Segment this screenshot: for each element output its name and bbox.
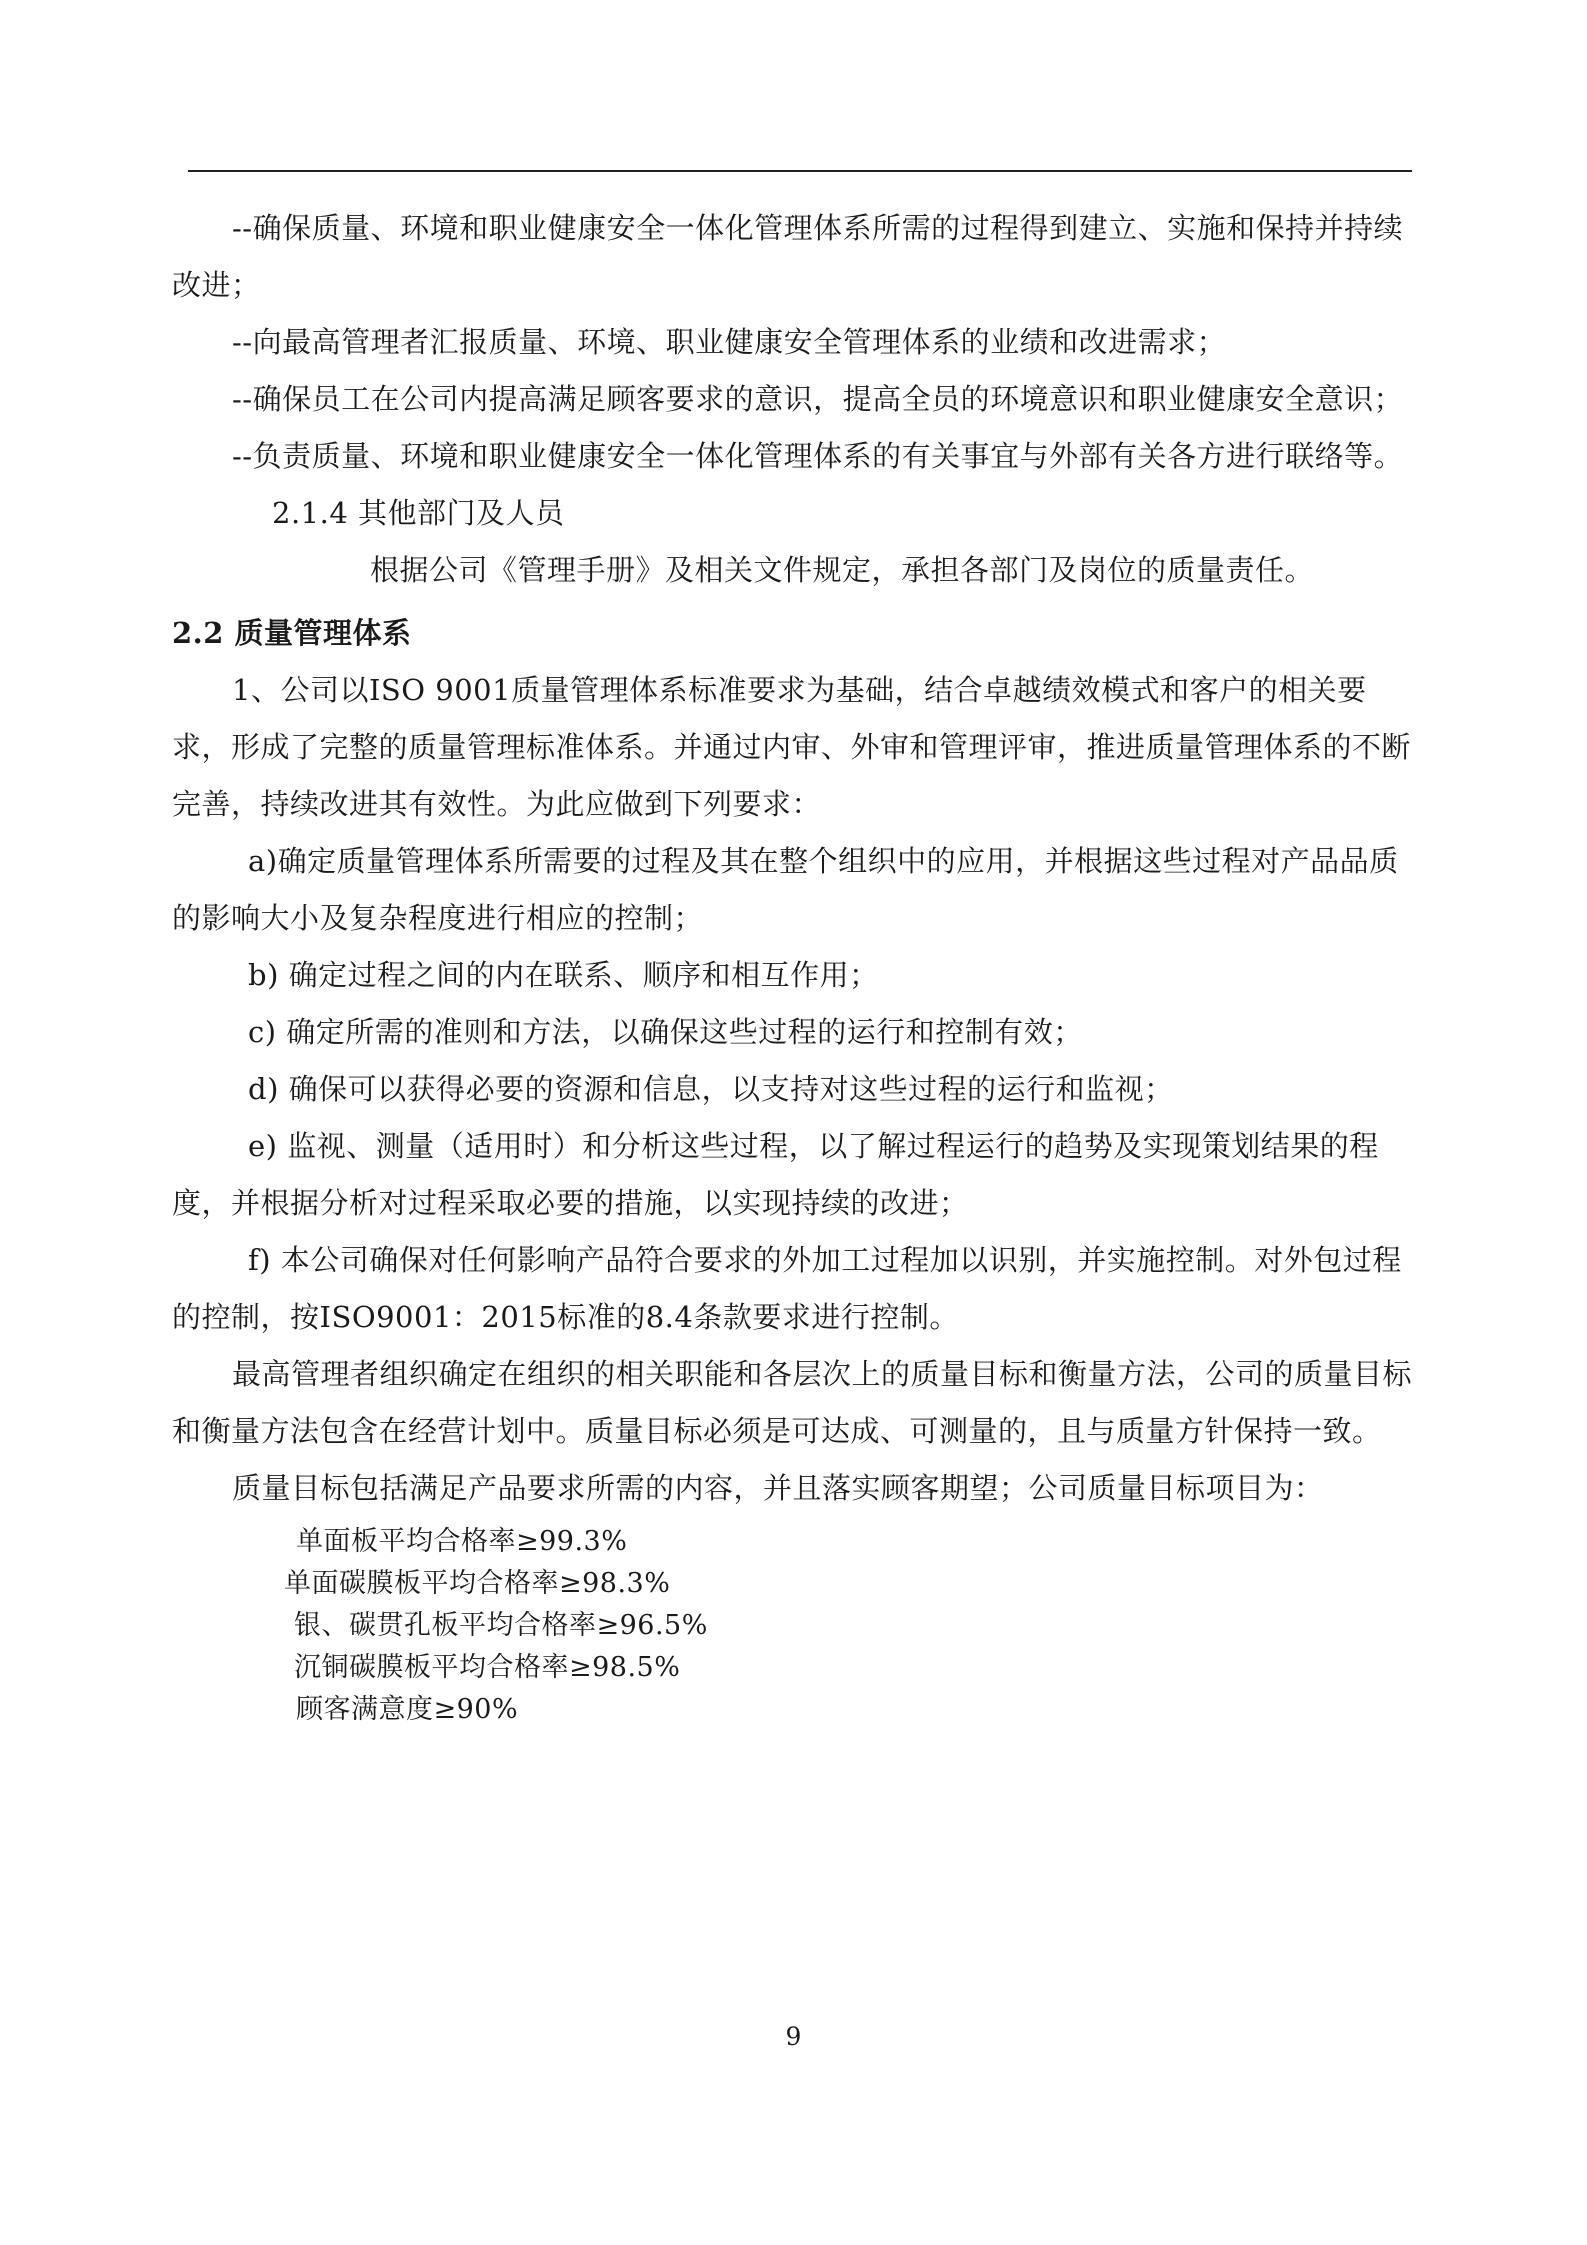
quality-objectives-list (172, 1521, 1416, 1731)
duty-paragraph: --确保质量、环境和职业健康安全一体化管理体系所需的过程得到建立、实施和保持并持续改进； (172, 211, 1404, 302)
duty-paragraph: --向最高管理者汇报质量、环境、职业健康安全管理体系的业绩和改进需求； (232, 325, 1227, 359)
section-2-2-heading: 2.2 质量管理体系 (172, 616, 412, 650)
requirement-item-c: c) 确定所需的准则和方法，以确保这些过程的运行和控制有效； (248, 1015, 1083, 1049)
quality-objective: 顾客满意度≥90% (296, 1694, 519, 1725)
page-number: 9 (785, 2022, 802, 2051)
objectives-paragraph: 最高管理者组织确定在组织的相关职能和各层次上的质量目标和衡量方法，公司的质量目标和衡量方法包含在经营计划中。质量目标必须是可达成、可测量的，且与质量方针保持一致。 (172, 1357, 1413, 1448)
objectives-intro: 质量目标包括满足产品要求所需的内容，并且落实顾客期望；公司质量目标项目为： (232, 1471, 1324, 1505)
section-2-2-intro: 1、公司以ISO 9001质量管理体系标准要求为基础，结合卓越绩效模式和客户的相关要求，形成了完整的质量管理标准体系。并通过内审、外审和管理评审，推进质量管理体系的不断完善，持续改进其有效性。为此应做到下列要求： (172, 673, 1412, 821)
quality-objective: 银、碳贯孔板平均合格率≥96.5% (294, 1610, 708, 1641)
quality-objective: 单面板平均合格率≥99.3% (296, 1526, 628, 1557)
section-2-1-4-text: 根据公司《管理手册》及相关文件规定，承担各部门及岗位的质量责任。 (370, 553, 1315, 587)
requirement-item-e: e) 监视、测量（适用时）和分析这些过程，以了解过程运行的趋势及实现策划结果的程度，并根据分析对过程采取必要的措施，以实现持续的改进； (172, 1129, 1379, 1220)
page-body (172, 200, 1416, 1731)
duty-paragraph: --确保员工在公司内提高满足顾客要求的意识，提高全员的环境意识和职业健康安全意识； (232, 382, 1404, 416)
quality-objective: 沉铜碳膜板平均合格率≥98.5% (294, 1652, 681, 1683)
section-2-1-4-heading: 2.1.4 其他部门及人员 (272, 496, 565, 530)
header-rule (188, 170, 1412, 172)
requirement-item-f: f) 本公司确保对任何影响产品符合要求的外加工过程加以识别，并实施控制。对外包过程的控制，按ISO9001：2015标准的8.4条款要求进行控制。 (172, 1243, 1402, 1334)
requirement-item-d: d) 确保可以获得必要的资源和信息，以支持对这些过程的运行和监视； (248, 1072, 1174, 1106)
requirement-item-a: a)确定质量管理体系所需要的过程及其在整个组织中的应用，并根据这些过程对产品品质的影响大小及复杂程度进行相应的控制； (172, 844, 1399, 935)
quality-objective: 单面碳膜板平均合格率≥98.3% (284, 1568, 671, 1599)
requirement-item-b: b) 确定过程之间的内在联系、顺序和相互作用； (248, 958, 879, 992)
duty-paragraph: --负责质量、环境和职业健康安全一体化管理体系的有关事宜与外部有关各方进行联络等。 (232, 439, 1404, 473)
